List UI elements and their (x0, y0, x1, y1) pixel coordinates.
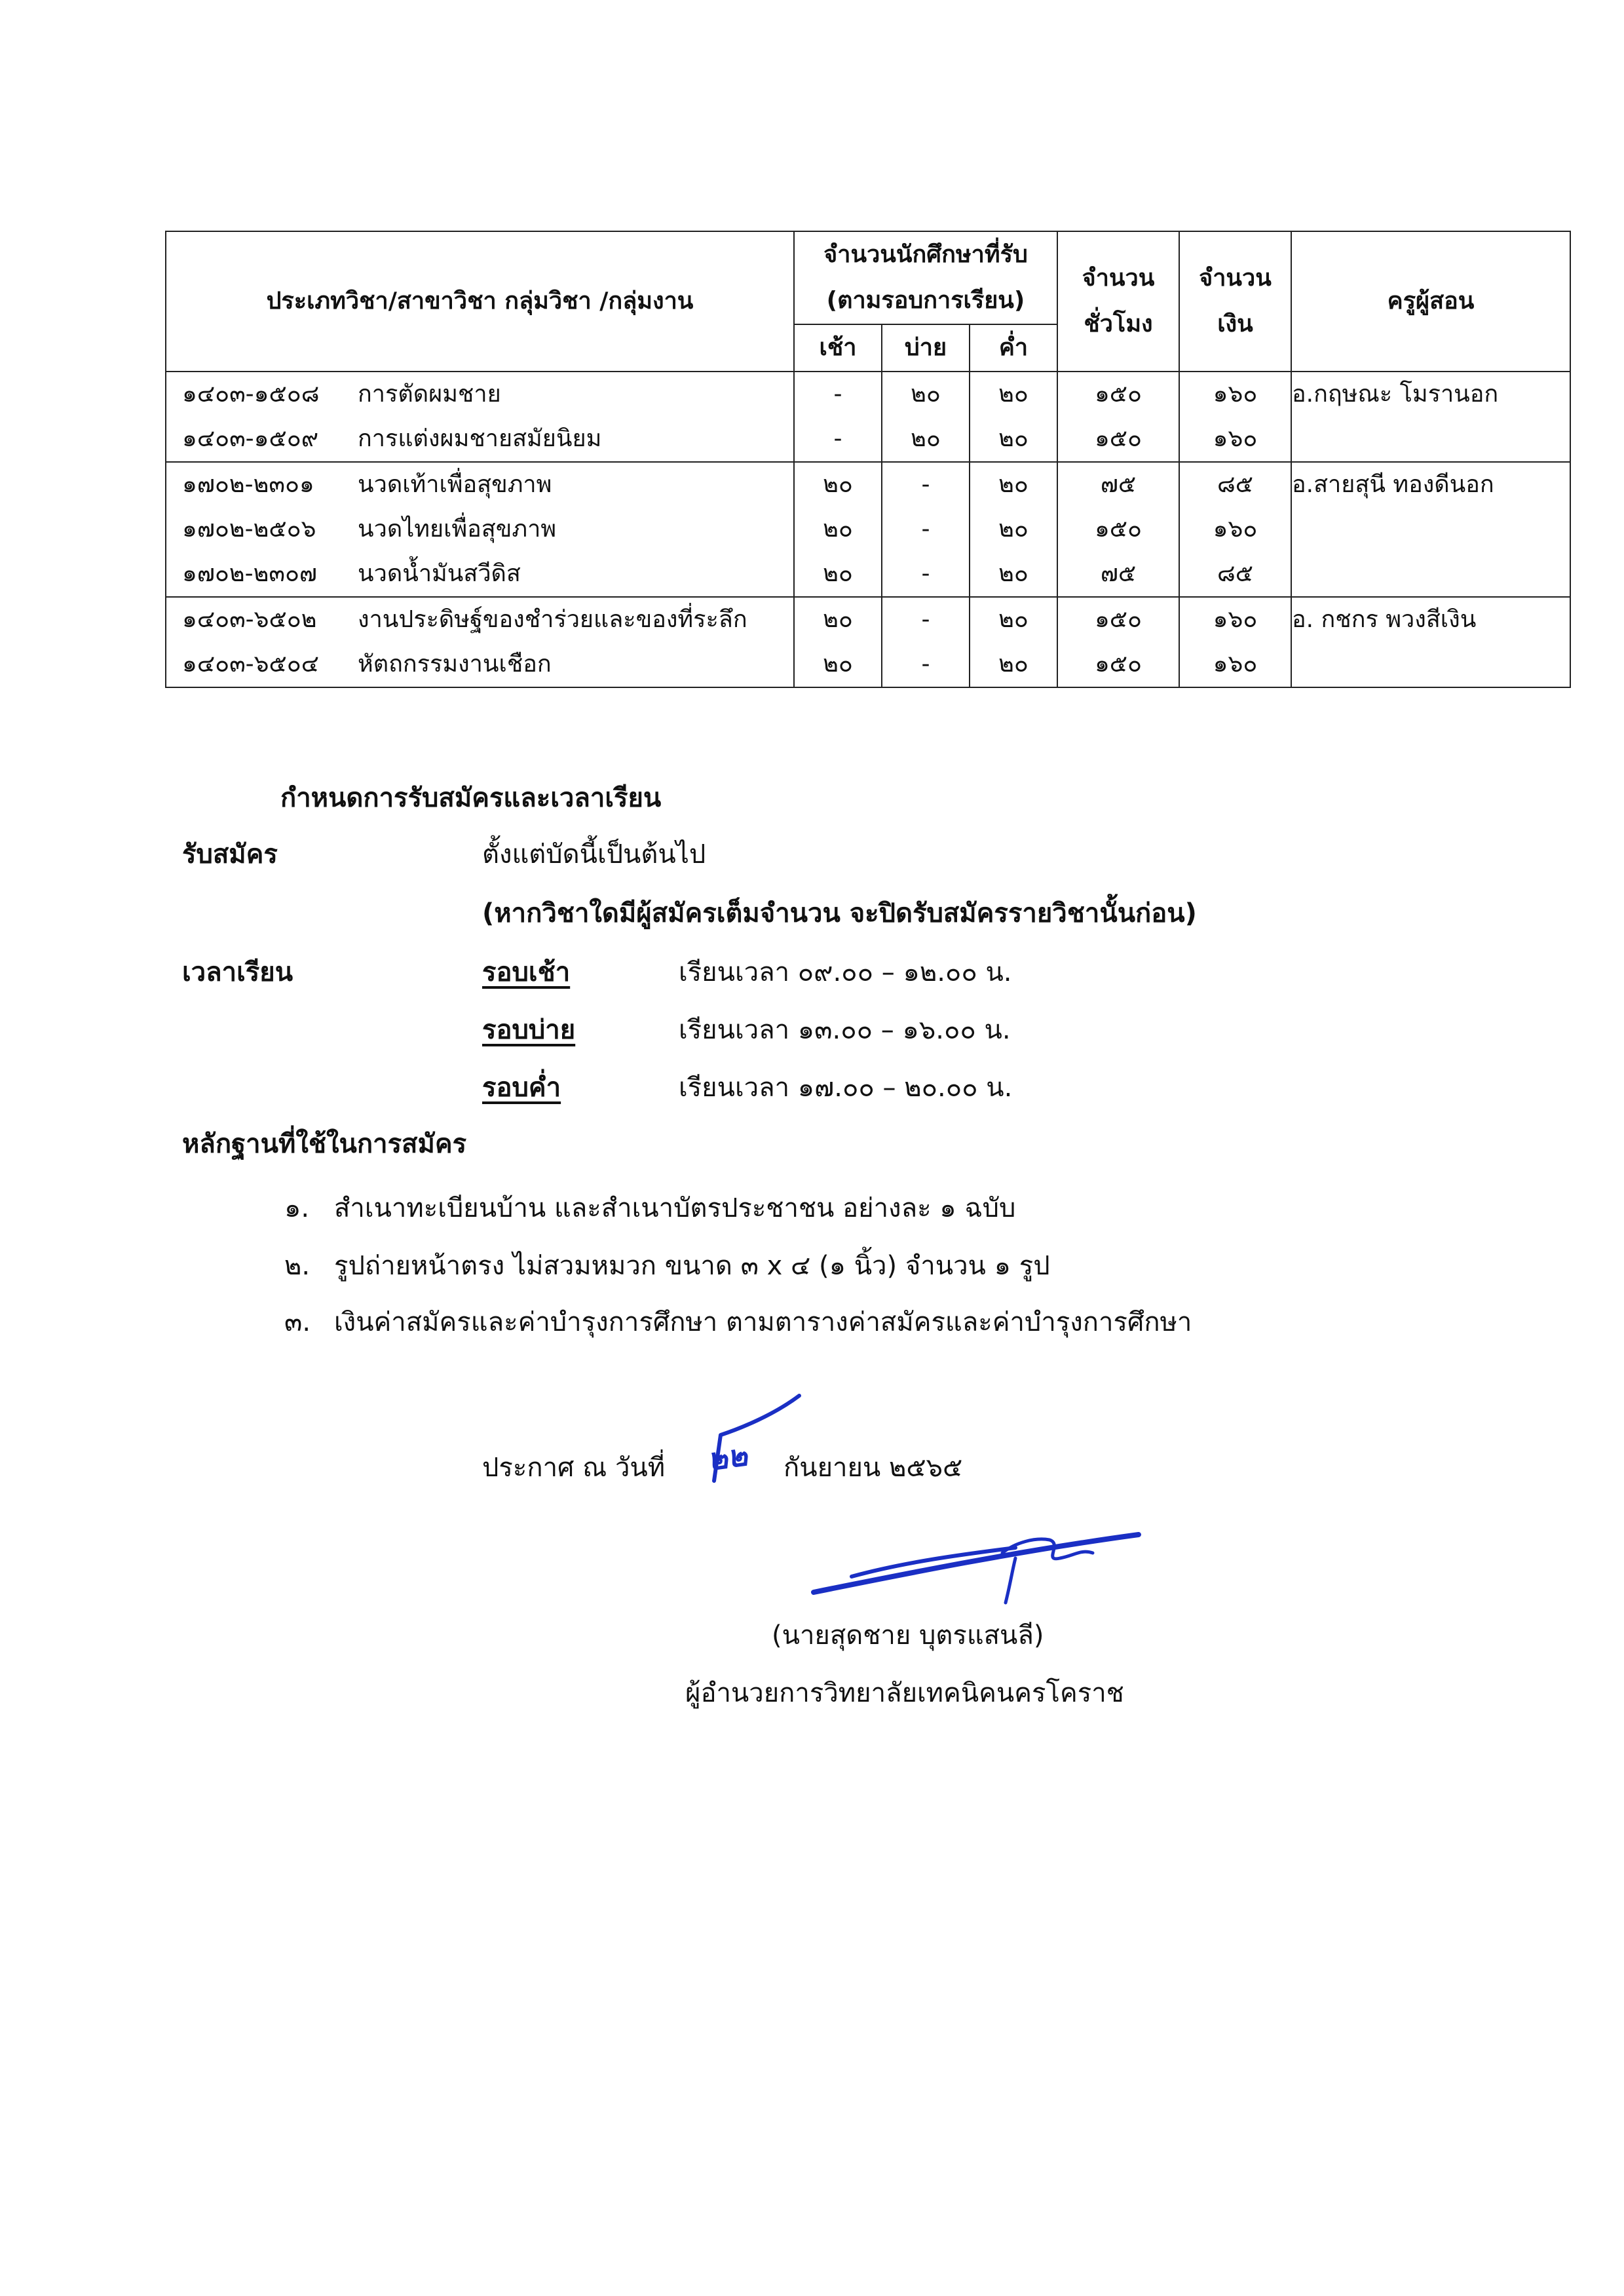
course-afternoon-value: - (921, 560, 930, 587)
course-table (165, 231, 1571, 688)
money-cell (1179, 462, 1291, 597)
course-morning-value: - (833, 425, 842, 452)
course-afternoon-value: - (921, 606, 930, 633)
course-name: การแต่งผมชายสมัยนิยม (358, 425, 602, 452)
course-line (166, 642, 793, 687)
round-morning-time: เรียนเวลา ๐๙.๐๐ – ๑๒.๐๐ น. (679, 957, 1012, 987)
course-money-value: ๑๖๐ (1213, 425, 1258, 452)
course-money-value: ๘๕ (1217, 471, 1254, 498)
course-code: ๑๗๐๒-๒๓๐๗ (182, 560, 317, 587)
course-afternoon-value: - (921, 471, 930, 498)
course-morning-value: ๒๐ (823, 471, 853, 498)
evening-cell (970, 597, 1057, 687)
evidence-item-3-num: ๓. (284, 1307, 311, 1337)
course-code: ๑๔๐๓-๖๕๐๔ (182, 651, 319, 678)
signature-mark (806, 1519, 1146, 1611)
course-evening-value: ๒๐ (998, 425, 1029, 452)
morning-cell (794, 462, 882, 597)
afternoon-cell (882, 372, 970, 462)
hours-cell (1057, 372, 1179, 462)
schedule-heading: กำหนดการรับสมัครและเวลาเรียน (280, 783, 662, 813)
round-evening-name: รอบค่ำ (482, 1073, 561, 1103)
course-morning-value: - (833, 381, 842, 408)
hours-cell (1057, 597, 1179, 687)
course-afternoon-value: ๒๐ (911, 425, 941, 452)
morning-cell (794, 372, 882, 462)
course-afternoon-value: - (921, 516, 930, 543)
course-name: นวดเท้าเพื่อสุขภาพ (358, 471, 552, 498)
evening-cell (970, 372, 1057, 462)
course-money-value: ๑๖๐ (1213, 606, 1258, 633)
header-subject: ประเภทวิชา/สาขาวิชา กลุ่มวิชา /กลุ่มงาน (166, 231, 794, 372)
header-teacher: ครูผู้สอน (1291, 231, 1570, 372)
evidence-item-1-text: สำเนาทะเบียนบ้าน และสำเนาบัตรประชาชน อย่างละ ๑ ฉบับ (334, 1193, 1016, 1223)
course-table-body (166, 372, 1570, 687)
course-morning-value: ๒๐ (823, 606, 853, 633)
header-money: จำนวน เงิน (1179, 231, 1291, 372)
course-line (166, 598, 793, 642)
course-afternoon-value: ๒๐ (911, 381, 941, 408)
table-row (166, 372, 1570, 462)
subject-cell (166, 462, 794, 597)
course-evening-value: ๒๐ (998, 516, 1029, 543)
signatory-name: (นายสุดชาย บุตรแสนลี) (772, 1620, 1044, 1651)
course-morning-value: ๒๐ (823, 516, 853, 543)
course-money-value: ๘๕ (1217, 560, 1254, 587)
table-row (166, 597, 1570, 687)
course-afternoon-value: - (921, 651, 930, 678)
header-students: จำนวนนักศึกษาที่รับ (ตามรอบการเรียน) (794, 231, 1057, 324)
course-hours-value: ๗๕ (1100, 560, 1137, 587)
course-code: ๑๗๐๒-๒๓๐๑ (182, 471, 314, 498)
subject-cell (166, 597, 794, 687)
course-name: งานประดิษฐ์ของชำร่วยและของที่ระลึก (358, 606, 747, 633)
course-money-value: ๑๖๐ (1213, 516, 1258, 543)
course-line (166, 552, 793, 596)
course-name: หัตถกรรมงานเชือก (358, 651, 552, 678)
course-hours-value: ๑๕๐ (1094, 425, 1142, 452)
afternoon-cell (882, 597, 970, 687)
teacher-cell: อ. กชกร พวงสีเงิน (1291, 597, 1570, 687)
header-evening: ค่ำ (970, 324, 1057, 372)
afternoon-cell (882, 462, 970, 597)
evidence-item-3-text: เงินค่าสมัครและค่าบำรุงการศึกษา ตามตารางค่าสมัครและค่าบำรุงการศึกษา (334, 1307, 1192, 1337)
signatory-position: ผู้อำนวยการวิทยาลัยเทคนิคนครโคราช (685, 1678, 1124, 1708)
table-header-row (166, 231, 1570, 324)
teacher-cell: อ.กฤษณะ โมรานอก (1291, 372, 1570, 462)
apply-label: รับสมัคร (182, 839, 278, 870)
teacher-cell: อ.สายสุนี ทองดีนอก (1291, 462, 1570, 597)
evening-cell (970, 462, 1057, 597)
apply-value: ตั้งแต่บัดนี้เป็นต้นไป (482, 839, 706, 870)
round-afternoon-name: รอบบ่าย (482, 1015, 576, 1045)
evidence-item-1-num: ๑. (284, 1193, 310, 1223)
course-hours-value: ๑๕๐ (1094, 516, 1142, 543)
round-evening-time: เรียนเวลา ๑๗.๐๐ – ๒๐.๐๐ น. (679, 1073, 1013, 1103)
course-code: ๑๔๐๓-๑๕๐๘ (182, 381, 320, 408)
course-code: ๑๔๐๓-๑๕๐๙ (182, 425, 319, 452)
course-hours-value: ๗๕ (1100, 471, 1137, 498)
course-line (166, 372, 793, 417)
course-name: นวดไทยเพื่อสุขภาพ (358, 516, 557, 543)
course-evening-value: ๒๐ (998, 651, 1029, 678)
apply-note: (หากวิชาใดมีผู้สมัครเต็มจำนวน จะปิดรับสมัครรายวิชานั้นก่อน) (482, 898, 1197, 928)
money-cell (1179, 597, 1291, 687)
round-morning-name: รอบเช้า (482, 957, 571, 987)
course-evening-value: ๒๐ (998, 560, 1029, 587)
course-name: นวดน้ำมันสวีดิส (358, 560, 521, 587)
course-hours-value: ๑๕๐ (1094, 651, 1142, 678)
money-cell (1179, 372, 1291, 462)
announcement-month-year: กันยายน ๒๕๖๕ (784, 1453, 963, 1483)
table-row (166, 462, 1570, 597)
round-afternoon-time: เรียนเวลา ๑๓.๐๐ – ๑๖.๐๐ น. (679, 1015, 1011, 1045)
header-morning: เช้า (794, 324, 882, 372)
course-code: ๑๗๐๒-๒๕๐๖ (182, 516, 316, 543)
course-evening-value: ๒๐ (998, 381, 1029, 408)
evidence-item-2-num: ๒. (284, 1251, 311, 1281)
course-name: การตัดผมชาย (358, 381, 501, 408)
evidence-heading: หลักฐานที่ใช้ในการสมัคร (182, 1129, 467, 1159)
course-line (166, 463, 793, 507)
course-code: ๑๔๐๓-๖๕๐๒ (182, 606, 317, 633)
course-money-value: ๑๖๐ (1213, 651, 1258, 678)
course-hours-value: ๑๕๐ (1094, 606, 1142, 633)
header-hours: จำนวน ชั่วโมง (1057, 231, 1179, 372)
header-afternoon: บ่าย (882, 324, 970, 372)
evidence-item-2-text: รูปถ่ายหน้าตรง ไม่สวมหมวก ขนาด ๓ x ๔ (๑ นิ้ว) จำนวน ๑ รูป (334, 1251, 1050, 1281)
course-evening-value: ๒๐ (998, 606, 1029, 633)
course-evening-value: ๒๐ (998, 471, 1029, 498)
course-line (166, 417, 793, 461)
subject-cell (166, 372, 794, 462)
course-hours-value: ๑๕๐ (1094, 381, 1142, 408)
study-time-label: เวลาเรียน (182, 957, 293, 987)
course-money-value: ๑๖๐ (1213, 381, 1258, 408)
course-morning-value: ๒๐ (823, 651, 853, 678)
course-morning-value: ๒๐ (823, 560, 853, 587)
hours-cell (1057, 462, 1179, 597)
announcement-day-handwritten: ๒๒ (705, 1437, 750, 1478)
announcement-prefix: ประกาศ ณ วันที่ (482, 1453, 666, 1483)
morning-cell (794, 597, 882, 687)
course-line (166, 507, 793, 552)
